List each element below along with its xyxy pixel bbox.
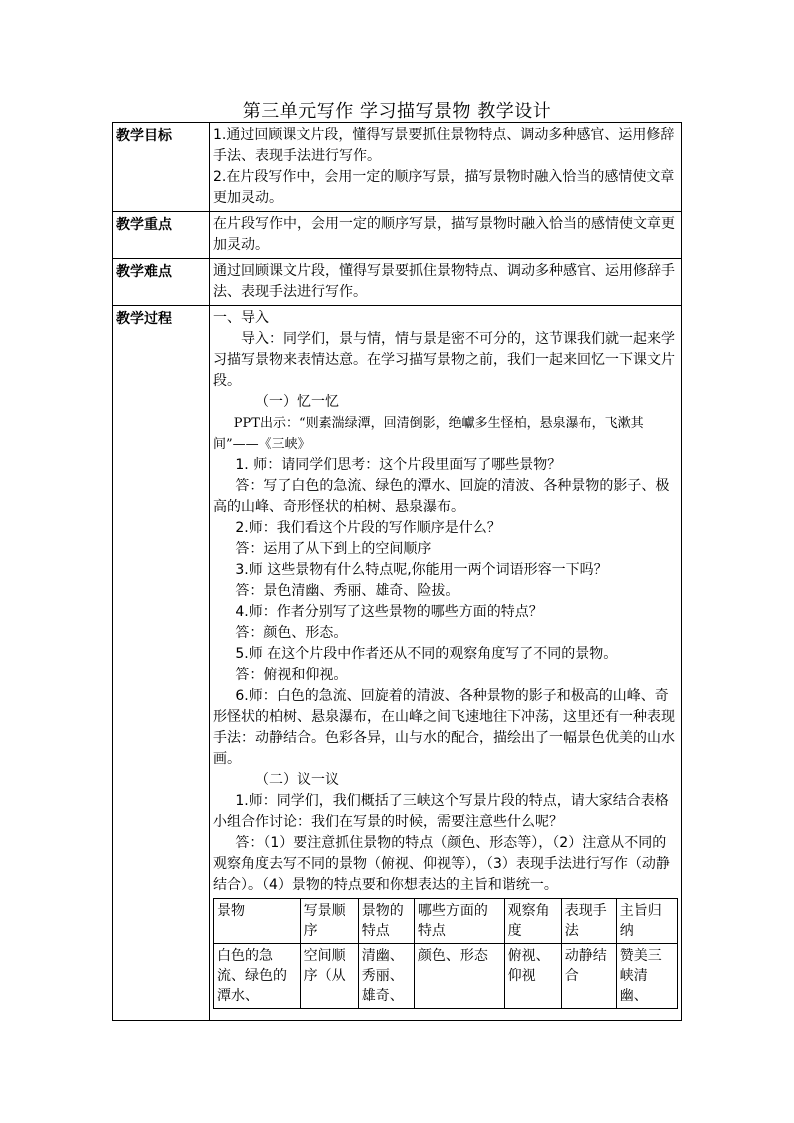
cell-features: 清幽、秀丽、雄奇、 xyxy=(358,944,414,1009)
header-theme: 主旨归纳 xyxy=(616,899,677,944)
process-row xyxy=(113,306,682,1021)
question-2: 2.师：我们看这个片段的写作顺序是什么？ xyxy=(235,520,501,536)
key-row xyxy=(113,212,682,259)
cell-theme: 赞美三峡清幽、 xyxy=(616,944,677,1009)
page-title: 第三单元写作 学习描写景物 教学设计 xyxy=(242,101,552,122)
header-angle: 观察角度 xyxy=(504,899,561,944)
header-order: 写景顺序 xyxy=(300,899,358,944)
answer-1: 答：写了白色的急流、绿色的潭水、回旋的清波、各种景物的影子、极高的山峰、奇形怪状的柏树、悬泉瀑布。 xyxy=(213,478,670,515)
summary-table xyxy=(213,898,678,1009)
cell-scenery: 白色的急流、绿色的潭水、 xyxy=(214,944,301,1009)
goal-label: 教学目标 xyxy=(113,123,210,212)
answer-3: 答：景色清幽、秀丽、雄奇、险拔。 xyxy=(235,583,460,599)
ppt-quote: PPT出示：“则素湍绿潭，回清倒影，绝巘多生怪柏，悬泉瀑布，飞漱其间”——《三峡》 xyxy=(213,416,644,452)
summary-table-wrapper xyxy=(213,896,678,1018)
header-aspects: 哪些方面的特点 xyxy=(414,899,504,944)
process-content xyxy=(210,306,682,1021)
cell-technique: 动静结合 xyxy=(561,944,616,1009)
goal-row xyxy=(113,123,682,212)
difficulty-content: 通过回顾课文片段，懂得写景要抓住景物特点、调动多种感官、运用修辞手法、表现手法进行写作。 xyxy=(210,259,682,306)
key-label: 教学重点 xyxy=(113,212,210,259)
section-heading: 一、导入 xyxy=(213,310,269,326)
answer-5: 答：俯视和仰视。 xyxy=(235,667,348,683)
header-scenery: 景物 xyxy=(214,899,301,944)
summary-data-row xyxy=(214,944,678,1009)
summary-header-row xyxy=(214,899,678,944)
subheading-discuss: （二）议一议 xyxy=(255,772,339,788)
answer-2: 答：运用了从下到上的空间顺序 xyxy=(235,541,432,557)
difficulty-label: 教学难点 xyxy=(113,259,210,306)
goal-line-2: 2.在片段写作中，会用一定的顺序写景，描写景物时融入恰当的感情使文章更加灵动。 xyxy=(213,169,675,206)
difficulty-row xyxy=(113,259,682,306)
subheading-recall: （一）忆一忆 xyxy=(255,394,339,410)
question-5: 5.师 在这个片段中作者还从不同的观察角度写了不同的景物。 xyxy=(235,646,618,662)
cell-order: 空间顺序（从 xyxy=(300,944,358,1009)
header-features: 景物的特点 xyxy=(358,899,414,944)
answer-7: 答：（1）要注意抓住景物的特点（颜色、形态等），（2）注意从不同的观察角度去写不同的景物（俯视、仰视等），（3）表现手法进行写作（动静结合）。（4）景物的特点要和你想表达的主旨和谐统一。 xyxy=(213,835,670,893)
question-4: 4.师：作者分别写了这些景物的哪些方面的特点？ xyxy=(235,604,543,620)
question-3: 3.师 这些景物有什么特点呢,你能用一两个词语形容一下吗？ xyxy=(235,562,608,578)
intro-paragraph: 导入：同学们，景与情，情与景是密不可分的，这节课我们就一起来学习描写景物来表情达意。在学习描写景物之前，我们一起来回忆一下课文片段。 xyxy=(213,331,675,389)
goal-line-1: 1.通过回顾课文片段，懂得写景要抓住景物特点、调动多种感官、运用修辞手法、表现手法进行写作。 xyxy=(213,127,675,164)
question-1: 1. 师：请同学们思考：这个片段里面写了哪些景物？ xyxy=(235,457,562,473)
cell-angle: 俯视、仰视 xyxy=(504,944,561,1009)
header-technique: 表现手法 xyxy=(561,899,616,944)
lesson-plan-table xyxy=(112,122,682,1021)
answer-4: 答：颜色、形态。 xyxy=(235,625,348,641)
question-7: 1.师：同学们，我们概括了三峡这个写景片段的特点，请大家结合表格小组合作讨论：我们在写景的时候，需要注意些什么呢？ xyxy=(213,793,669,830)
question-6: 6.师：白色的急流、回旋着的清波、各种景物的影子和极高的山峰、奇形怪状的柏树、悬泉瀑布，在山峰之间飞速地往下冲荡，这里还有一种表现手法：动静结合。色彩各异，山与水的配合，描绘出了一幅景色优美的山水画。 xyxy=(213,688,675,767)
cell-aspects: 颜色、形态 xyxy=(414,944,504,1009)
process-label: 教学过程 xyxy=(113,306,210,1021)
goal-content xyxy=(210,123,682,212)
key-content: 在片段写作中，会用一定的顺序写景，描写景物时融入恰当的感情使文章更加灵动。 xyxy=(210,212,682,259)
